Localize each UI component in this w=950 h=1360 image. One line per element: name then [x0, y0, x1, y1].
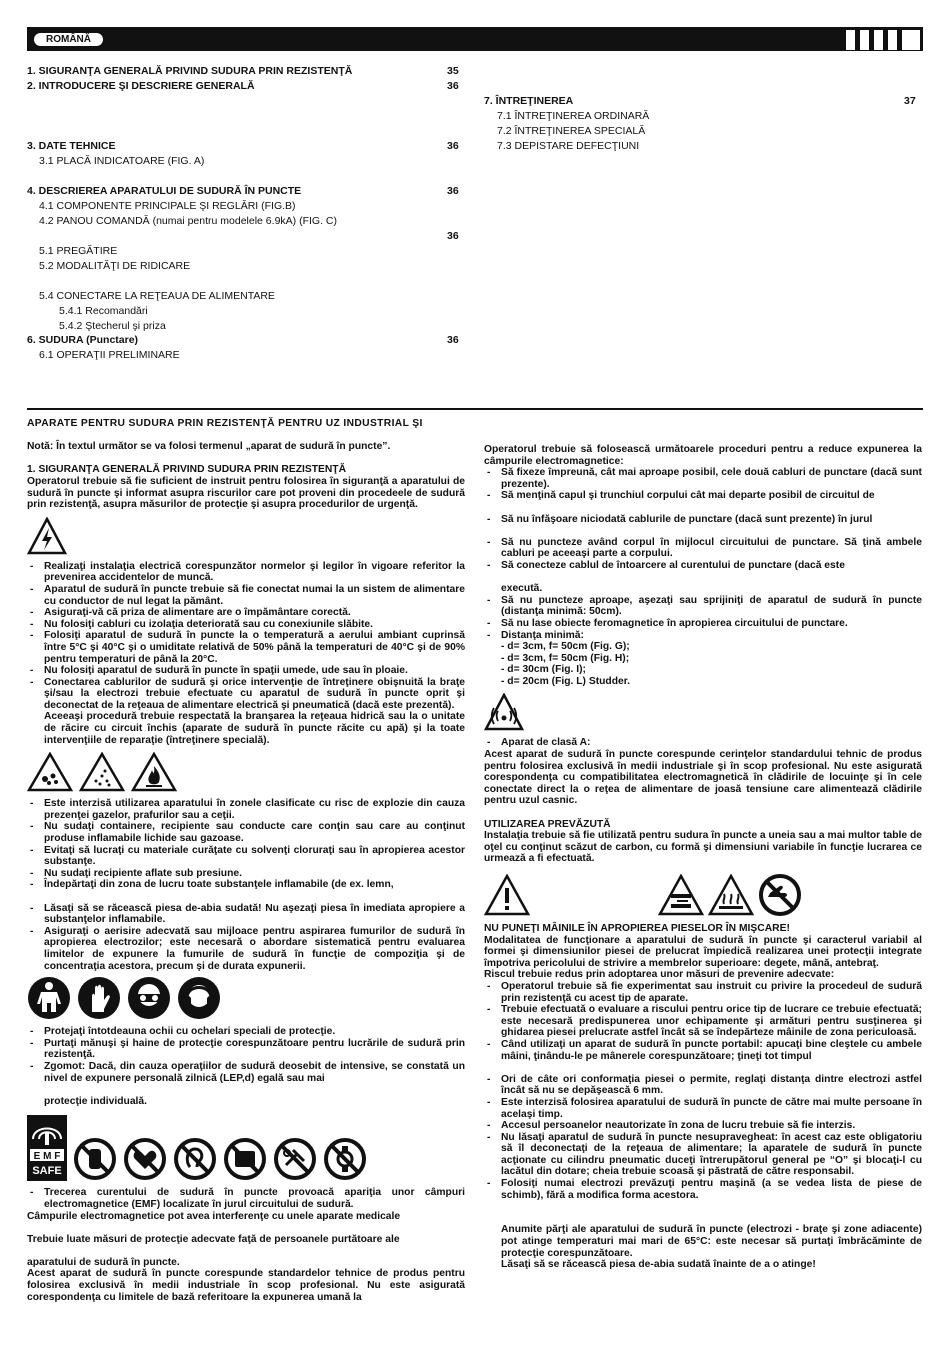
toc-entry[interactable]: 5.4 CONECTARE LA REŢEAUA DE ALIMENTARE: [39, 290, 275, 302]
electromagnetic-field-icon: [484, 693, 524, 731]
class-a-list: [484, 737, 922, 749]
list-item: - Zgomot: Dacă, din cauza operaţiilor de sudură deosebit de intensive, se constată un nivel de expunere personală zilnică (LEP,d) egală sau mai: [27, 1061, 465, 1084]
paragraph: protecţie individuală.: [44, 1095, 147, 1107]
fire-warnings: [27, 752, 465, 792]
list-item: - Realizaţi instalaţia electrică corespunzător normelor şi legilor în vigoare referitor la prevenirea accidentelor de muncă.: [27, 561, 465, 584]
list-item: - Nu folosiţi cabluri cu izolaţia deteriorată sau cu conexiunile slăbite.: [27, 619, 465, 631]
moving-parts-signs: [484, 873, 922, 917]
list-item: - Să nu înfăşoare niciodată cablurile de punctare (dacă sunt prezente) în jurul: [484, 514, 922, 526]
paragraph: Anumite părţi ale aparatului de sudură în puncte (electrozi - braţe şi zone adiacente) pot atinge temperaturi mai mari de 65°C: este necesar să purtaţi îmbrăcăminte de protecţie corespunzătoare.: [501, 1224, 922, 1259]
list-item: - Nu folosiţi aparatul de sudură în puncte în spaţii umede, ude sau în ploaie.: [27, 665, 465, 677]
general-warning-icon: [484, 874, 530, 916]
emf-label: E M F: [33, 1151, 61, 1163]
toc-entry[interactable]: 5.2 MODALITĂŢI DE RIDICARE: [39, 260, 191, 272]
toc-entry[interactable]: 7.3 DEPISTARE DEFECŢIUNI: [497, 140, 640, 152]
toc-entry[interactable]: 7. ÎNTREŢINEREA: [484, 95, 574, 107]
header-stripes: [846, 30, 920, 50]
list-item: - Aparatul de sudură în puncte trebuie să fie conectat numai la un sistem de alimentare cu conductor de nul legat la pământ.: [27, 584, 465, 607]
heading: NU PUNEŢI MÂINILE ÎN APROPIEREA PIESELOR ÎN MIŞCARE!: [484, 923, 790, 934]
no-watch-icon: [323, 1137, 367, 1181]
list-item: - Accesul persoanelor neautorizate în zona de lucru trebuie să fie interzis.: [484, 1120, 922, 1132]
goggles-icon: [127, 976, 171, 1020]
dust-hazard-icon: [79, 752, 125, 792]
list-item: - Să menţină capul şi trunchiul corpului cât mai departe posibil de circuitul de: [484, 490, 922, 502]
toc-entry[interactable]: 4.2 PANOU COMANDĂ (numai pentru modelele 6.9kA) (FIG. C): [39, 215, 337, 227]
toc-entry[interactable]: 5.4.1 Recomandări: [59, 305, 148, 317]
paragraph: Operatorul trebuie să fie suficient de instruit pentru folosirea în siguranţă a aparatului de sudură în puncte şi informat asupra riscurilor care pot proveni din procedeele de sudură prin rezistenţă, asupra măsurilor de protecţie şi asupra procedurilor de urgenţă.: [27, 475, 465, 511]
list-item: - Trebuie efectuată o evaluare a riscului pentru orice tip de lucrare ce trebuie efectuată; este necesară predispunerea unor echipamente şi armături pentru susţinerea şi ghidarea piesei prelucrate astfel încât să se îndepărteze mâinile de zona periculoasă.: [484, 1004, 922, 1039]
list-item: - Folosiţi numai electrozi prevăzuţi pentru maşină (a se vedea lista de piese de schimb), fără a modifica forma acestora.: [484, 1178, 922, 1201]
paragraph: Lăsaţi să se răcească piesa de-abia sudată înainte de a o atinge!: [501, 1259, 816, 1271]
right-column: [484, 444, 922, 1271]
list-item: - Să nu lase obiecte feromagnetice în apropierea circuitului de punctare.: [484, 618, 922, 630]
language-tag: ROMÂNĂ: [34, 33, 103, 46]
list-item: - Să fixeze împreună, cât mai aproape posibil, cele două cabluri de punctare (dacă sunt prezente).: [484, 467, 922, 490]
fire-list: [27, 798, 465, 972]
ppe-signs: [27, 976, 465, 1020]
no-hands-icon: [758, 873, 802, 917]
list-item: - Folosiţi aparatul de sudură în puncte la o temperatură a aerului ambiant cuprinsă între 5°C şi 40°C şi o umiditate relativă de 50% până la temperaturi de 40°C şi de 90% pentru temperaturi de până la 20°C.: [27, 630, 465, 665]
paragraph: Aceeaşi procedură trebuie respectată la branşarea la reţeaua hidrică sau la o unitate de răcire cu circuit închis (aparate de sudură în puncte răcite cu apă) şi la toate intervenţiile de reparaţie (întreţinere specială).: [44, 711, 465, 746]
list-item: - d= 3cm, f= 50cm (Fig. G);: [501, 641, 630, 653]
list-item: - Nu sudaţi recipiente aflate sub presiune.: [27, 868, 465, 880]
risk-list: [484, 981, 922, 1201]
list-item: - Operatorul trebuie să fie experimentat sau instruit cu privire la procedeul de sudură prin rezistenţă cu acest tip de aparate.: [484, 981, 922, 1004]
paragraph: Instalaţia trebuie să fie utilizată pentru sudura în puncte a uneia sau a mai multor table de oţel cu conţinut scăzut de carbon, cu formă şi dimensiuni variabile în funcţie lucrarea ce urmează a fi efectuată.: [484, 830, 922, 865]
emf-list: [27, 1187, 465, 1210]
list-item: - Lăsaţi să se răcească piesa de-abia sudată! Nu aşezaţi piesa în imediata apropiere a substanţelor inflamabile.: [27, 903, 465, 926]
radiation-warning: [484, 693, 922, 731]
toc-entry[interactable]: 5.4.2 Ştecherul şi priza: [59, 320, 166, 332]
toc-entry[interactable]: 3.1 PLACĂ INDICATOARE (FIG. A): [39, 155, 205, 167]
distance-list: [484, 641, 922, 687]
list-item: - Să conecteze cablul de întoarcere al curentului de punctare (dacă este: [484, 560, 922, 572]
toc-page: 36: [447, 230, 459, 242]
no-hearing-aid-icon: [173, 1137, 217, 1181]
crush-hazard-icon: [658, 874, 704, 916]
ear-protection-icon: [177, 976, 221, 1020]
table-of-contents: [27, 64, 467, 364]
heading-1: 1. SIGURANŢA GENERALĂ PRIVIND SUDURA PRIN REZISTENŢĂ: [27, 464, 347, 476]
emf-safe-icon: [27, 1115, 67, 1181]
toc-page: 36: [447, 80, 459, 92]
list-item: - d= 3cm, f= 50cm (Fig. H);: [501, 652, 630, 664]
emf-safe-label: SAFE: [32, 1165, 62, 1178]
paragraph: Trebuie luate măsuri de protecţie adecvate faţă de persoanele purtătoare ale: [27, 1233, 400, 1245]
list-item: - Aparat de clasă A:: [484, 737, 922, 749]
explosion-hazard-icon: [27, 752, 73, 792]
emf-procedures-list-2: [484, 595, 922, 641]
header-bar: [27, 27, 923, 51]
ppe-list: [27, 1026, 465, 1084]
toc-entry[interactable]: 7.2 ÎNTREŢINEREA SPECIALĂ: [497, 125, 646, 137]
toc-page: 37: [904, 95, 916, 107]
no-metal-implants-icon: [73, 1137, 117, 1181]
toc-entry[interactable]: 4.1 COMPONENTE PRINCIPALE ŞI REGLĂRI (FIG.B): [39, 200, 296, 212]
fire-hazard-icon: [131, 752, 177, 792]
electric-warning: [27, 517, 465, 555]
list-item: - Evitaţi să lucraţi cu materiale curăţate cu solvenţi cloruraţi sau în apropierea acestor substanţe.: [27, 845, 465, 868]
list-item: - Să nu puncteze având corpul în mijlocul circuitului de punctare. Să ţină ambele cabluri pe aceeaşi parte a corpului.: [484, 537, 922, 560]
toc-page: 36: [447, 334, 459, 346]
no-electronic-devices-icon: [223, 1137, 267, 1181]
heading: UTILIZAREA PREVĂZUTĂ: [484, 818, 611, 830]
paragraph: Riscul trebuie redus prin adoptarea unor măsuri de prevenire adecvate:: [484, 969, 835, 981]
list-item: - Asiguraţi o aerisire adecvată sau mijloace pentru aspirarea fumurilor de sudură în apropierea electrozilor; este necesară o abordare sistematică pentru evaluarea limitelor de expunere la fumurile de sudură în funcţie de compoziţia şi de concentraţia acestora, precum şi de durata expunerii.: [27, 926, 465, 972]
list-item: - Îndepărtaţi din zona de lucru toate substanţele inflamabile (de ex. lemn,: [27, 879, 465, 891]
toc-page: 36: [447, 140, 459, 152]
list-item: - d= 20cm (Fig. L) Studder.: [501, 675, 631, 687]
electric-hazard-icon: [27, 517, 67, 555]
paragraph: Modalitatea de funcţionare a aparatului de sudură în puncte şi caracterul variabil al formei şi dimensiunilor piesei de prelucrat împiedică realizarea unei protecţii integrate împotriva pericolului de strivire a membrelor superioare: degete, mână, antebraţ.: [484, 934, 922, 969]
list-item: - Trecerea curentului de sudură în puncte provoacă apariţia unor câmpuri electromagnetice (EMF) localizate în jurul circuitului de sudură.: [27, 1187, 465, 1210]
toc-page: 35: [447, 65, 459, 77]
toc-page: 36: [447, 185, 459, 197]
toc-entry[interactable]: 1. SIGURANŢA GENERALĂ PRIVIND SUDURA PRIN REZISTENŢĂ: [27, 65, 353, 77]
list-item: - d= 30cm (Fig. I);: [501, 664, 586, 676]
list-item: - Este interzisă utilizarea aparatului în zonele clasificate cu risc de explozie din cauza prezenţei gazelor, prafurilor sau a ceţii.: [27, 798, 465, 821]
toc-entry[interactable]: 6.1 OPERAŢII PRELIMINARE: [39, 349, 180, 361]
list-item: - Purtaţi mănuşi şi haine de protecţie corespunzătoare pentru lucrările de sudură prin rezistenţă.: [27, 1038, 465, 1061]
note: Notă: În textul următor se va folosi termenul „aparat de sudură în puncte”.: [27, 441, 391, 453]
paragraph: executã.: [501, 583, 543, 595]
toc-entry[interactable]: 2. INTRODUCERE ŞI DESCRIERE GENERALĂ: [27, 80, 255, 92]
list-item: - Este interzisă folosirea aparatului de sudură în puncte de către mai multe persoane în acelaşi timp.: [484, 1097, 922, 1120]
table-of-contents-right: [484, 94, 924, 164]
toc-entry[interactable]: 6. SUDURA (Punctare): [27, 334, 139, 346]
paragraph: Acest aparat de sudură în puncte corespunde standardelor tehnice de produs pentru folosirea exclusivă în medii industriale în scop profesional. Nu este asigurată corespondenţa cu limitele de bază referitoare la expunerea umană la: [27, 1268, 465, 1303]
no-metal-tools-icon: [273, 1137, 317, 1181]
toc-entry[interactable]: 4. DESCRIEREA APARATULUI DE SUDURĂ ÎN PUNCTE: [27, 185, 302, 197]
list-item: - Asiguraţi-vă că priza de alimentare are o împământare corectă.: [27, 607, 465, 619]
toc-entry[interactable]: 7.1 ÎNTREŢINEREA ORDINARĂ: [497, 110, 650, 122]
toc-entry[interactable]: 5.1 PREGĂTIRE: [39, 245, 118, 257]
list-item: - Distanţa minimă:: [484, 630, 922, 642]
paragraph: Câmpurile electromagnetice pot avea interferenţe cu unele aparate medicale: [27, 1210, 401, 1222]
electric-list: [27, 561, 465, 712]
section-title: APARATE PENTRU SUDURA PRIN REZISTENŢĂ PENTRU UZ INDUSTRIAL ŞI: [27, 418, 423, 429]
paragraph: Acest aparat de sudură în puncte corespunde cerinţelor standardului tehnic de produs pentru folosirea exclusivă în medii industriale şi în scop profesional. Nu este asigurată corespondenţa cu compatibilitatea electromagnetică în clădirile de locuinţe şi în cele conectate direct la o reţea de alimentare de joasă tensiune care alimentează clădirile pentru uzul casnic.: [484, 749, 922, 807]
left-column: [27, 418, 465, 1303]
toc-entry[interactable]: 3. DATE TEHNICE: [27, 140, 116, 152]
no-pacemaker-icon: [123, 1137, 167, 1181]
list-item: - Nu sudaţi containere, recipiente sau conducte care conţin sau care au conţinut produse inflamabile lichide sau gazoase.: [27, 821, 465, 844]
emf-procedures-list: [484, 467, 922, 571]
paragraph: Operatorul trebuie să folosească următoarele proceduri pentru a reduce expunerea la câmpurile electromagnetice:: [484, 444, 922, 467]
list-item: - Nu lăsaţi aparatul de sudură în puncte nesupravegheat: în acest caz este obligatoriu să îl deconectaţi de la reţeaua de alimentare; la aparatele de sudură în puncte acţionate cu cilindru pneumatic duceţi întrerupătorul general pe “O” şi blocaţi-l cu lacătul din dotare; cheia trebuie scoasă şi păstrată de către responsabil.: [484, 1132, 922, 1178]
list-item: - Ori de câte ori conformaţia piesei o permite, reglaţi distanţa dintre electrozi astfel încât să nu se depăşească 6 mm.: [484, 1074, 922, 1097]
list-item: - Conectarea cablurilor de sudură şi orice intervenţie de întreţinere obişnuită la braţe şi/sau la electrozi trebuie efectuate cu aparatul de sudură în puncte oprit şi deconectat de la reţeaua de alimentare electrică şi pneumatică (dacă este prezentă).: [27, 677, 465, 712]
emf-signs: [27, 1115, 465, 1181]
paragraph: aparatului de sudură în puncte.: [27, 1256, 180, 1268]
list-item: - Când utilizaţi un aparat de sudură în puncte portabil: apucaţi bine cleştele cu ambele mâini, ţinându-le pe mânerele corespunzătoare; ţineţi tot timpul: [484, 1039, 922, 1062]
protective-suit-icon: [27, 976, 71, 1020]
list-item: - Protejaţi întotdeauna ochii cu ochelari speciali de protecţie.: [27, 1026, 465, 1038]
gloves-icon: [77, 976, 121, 1020]
hot-surface-icon: [708, 874, 754, 916]
section-divider: [27, 408, 923, 410]
list-item: - Să nu puncteze aproape, aşezaţi sau sprijiniţi de aparatul de sudură în puncte (distanţa minimă: 50cm).: [484, 595, 922, 618]
